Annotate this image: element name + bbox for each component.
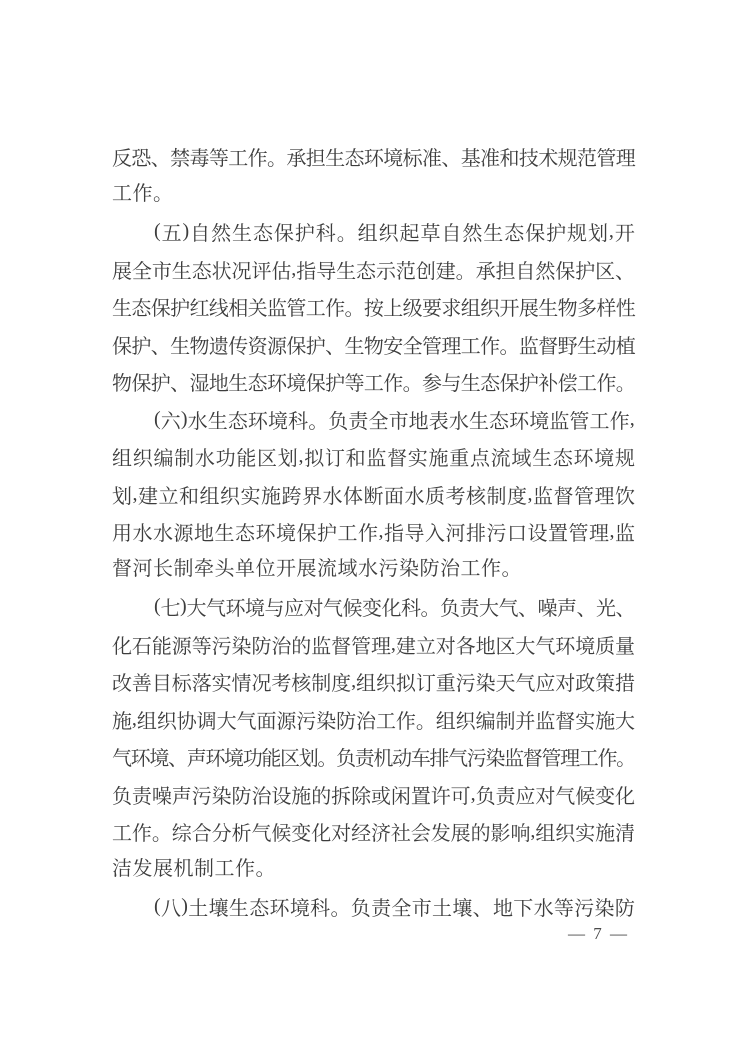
text-line: 划 , 建 立 和 组 织 实 施 跨 界 水 体 断 面 水 质 考 核 制 度 , 监 督 管 理 饮 — [112, 482, 635, 508]
text-line: 工 作 。 综 合 分 析 气 候 变 化 对 经 济 社 会 发 展 的 影 响 , 组 织 实 施 清 — [112, 820, 636, 846]
text-line: ( 八 ) 土 壤 生 态 环 境 科 。 负 责 全 市 土 壤 、 地 下 水 等 污 染 防 — [154, 895, 635, 921]
text-line: 工作。 — [112, 182, 174, 205]
text-line: 生 态 保 护 红 线 相 关 监 管 工 作 。 按 上 级 要 求 组 织 开 展 生 物 多 样 性 — [112, 298, 636, 321]
text-line: 组 织 编 制 水 功 能 区 划 , 拟 订 和 监 督 实 施 重 点 流 域 生 态 环 境 规 — [112, 445, 635, 471]
text-line: 改 善 目 标 落 实 情 况 考 核 制 度 , 组 织 拟 订 重 污 染 天 气 应 对 政 策 措 — [112, 670, 636, 696]
text-line: 反 恐 、 禁 毒 等 工 作 。 承 担 生 态 环 境 标 准 、 基 准 和 技 术 规 范 管 理 — [112, 148, 636, 171]
text-line: 督河长制牵头单位开展流域水污染防治工作。 — [112, 557, 522, 580]
text-line: 物 保 护 、 湿 地 生 态 环 境 保 护 等 工 作 。 参 与 生 态 保 护 补 偿 工 作 。 — [112, 373, 636, 396]
text-line: 负 责 噪 声 污 染 防 治 设 施 的 拆 除 或 闲 置 许 可 , 负 责 应 对 气 候 变 化 — [112, 782, 636, 808]
text-line: 用 水 水 源 地 生 态 环 境 保 护 工 作 , 指 导 入 河 排 污 口 设 置 管 理 , 监 — [112, 520, 635, 546]
text-line: 保 护 、 生 物 遗 传 资 源 保 护 、 生 物 安 全 管 理 工 作 。 监 督 野 生 动 植 — [112, 335, 636, 358]
page-number: — 7 — — [568, 924, 629, 943]
text-line: ( 五 ) 自 然 生 态 保 护 科 。 组 织 起 草 自 然 生 态 保 护 规 划 , 开 — [154, 220, 635, 246]
text-line: 展 全 市 生 态 状 况 评 估 , 指 导 生 态 示 范 创 建 。 承 担 自 然 保 护 区 、 — [112, 257, 636, 283]
document-body — [112, 138, 635, 926]
text-line: ( 七 ) 大 气 环 境 与 应 对 气 候 变 化 科 。 负 责 大 气 、 噪 声 、 光 、 — [154, 595, 636, 621]
text-line: 化 石 能 源 等 污 染 防 治 的 监 督 管 理 , 建 立 对 各 地 区 大 气 环 境 质 量 — [112, 632, 636, 658]
text-line: 气 环 境 、 声 环 境 功 能 区 划 。 负 责 机 动 车 排 气 污 染 监 督 管 理 工 作 。 — [112, 748, 637, 771]
text-line: ( 六 ) 水 生 态 环 境 科 。 负 责 全 市 地 表 水 生 态 环 境 监 管 工 作 , — [154, 407, 635, 433]
text-line: 施 , 组 织 协 调 大 气 面 源 污 染 防 治 工 作 。 组 织 编 制 并 监 督 实 施 大 — [112, 707, 636, 733]
text-line: 洁发展机制工作。 — [112, 857, 276, 880]
